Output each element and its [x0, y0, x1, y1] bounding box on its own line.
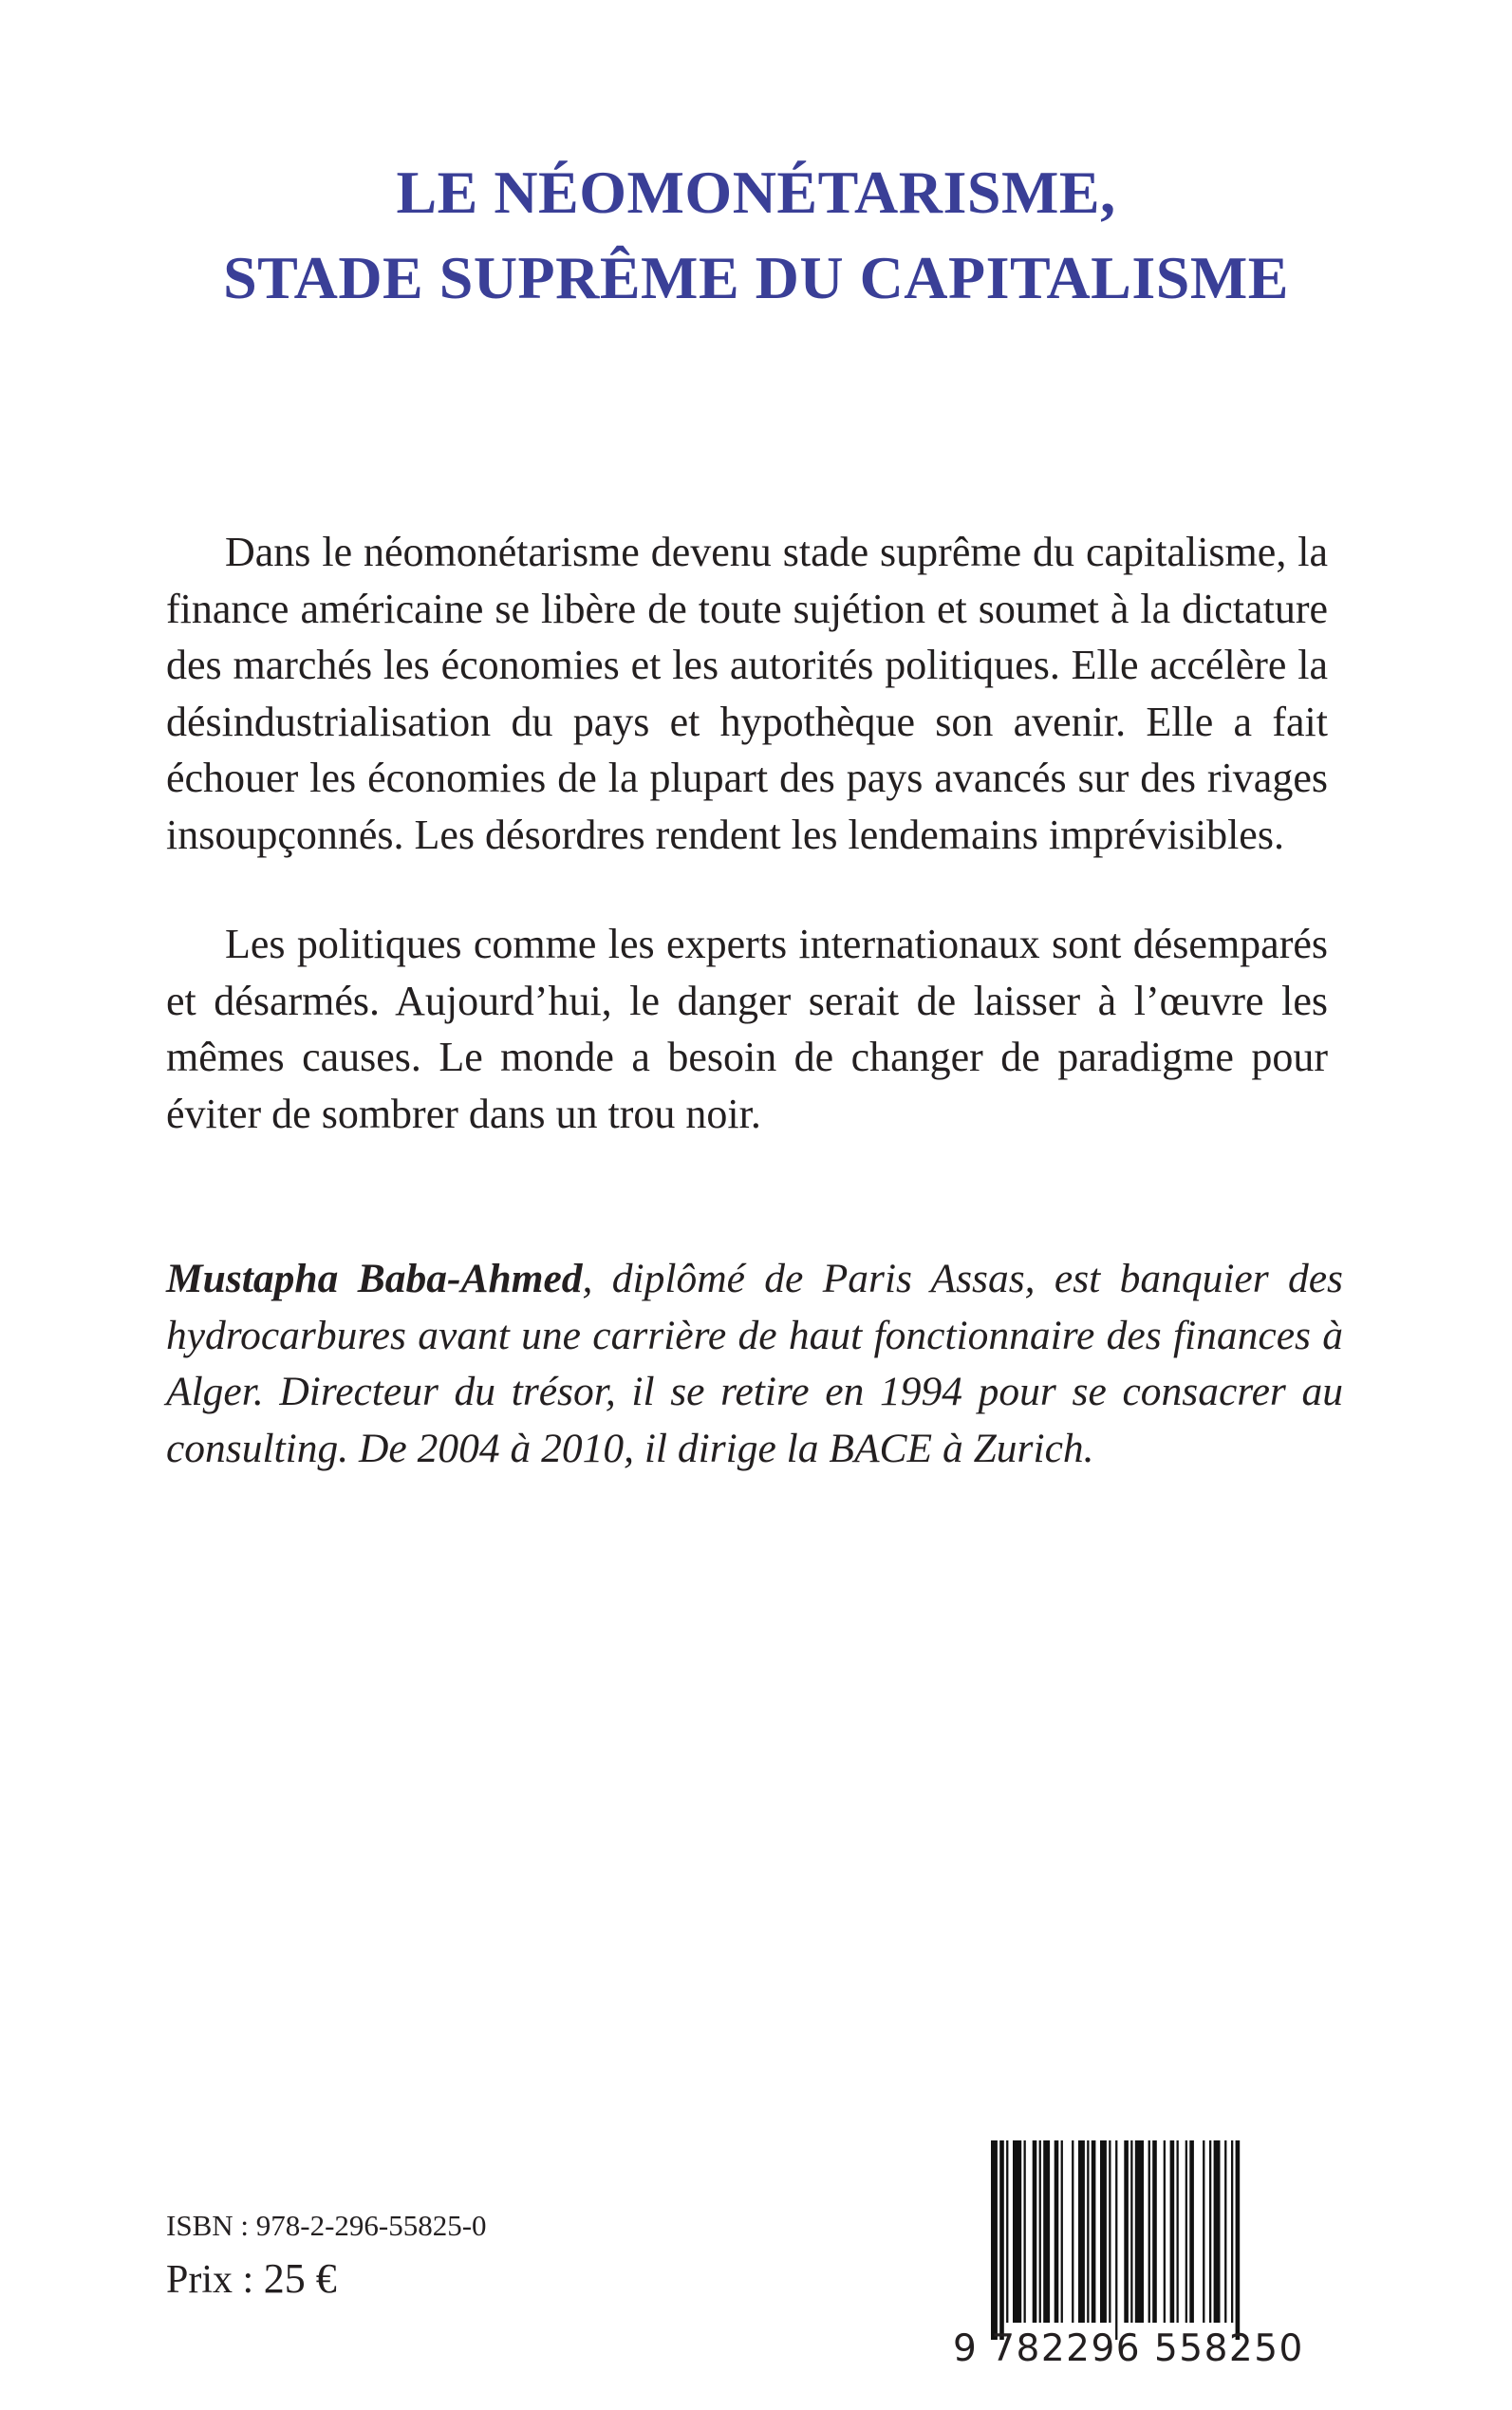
author-name: Mustapha Baba-Ahmed	[166, 1256, 583, 1301]
author-bio-text: , diplômé de Paris Assas, est banquier des hydrocarbures avant une carrière de haut fonctionnaire des finances à Alger. Directeur du trésor, il se retire en 1994 pour se consacrer au consulting. De 2004 à 2010, il dirige la BACE à Zurich.	[166, 1256, 1343, 1471]
barcode-digits: 9 782296 558250	[953, 2327, 1304, 2370]
book-title-line-2: STADE SUPRÊME DU CAPITALISME	[223, 244, 1289, 311]
blurb-paragraph-1: Dans le néomonétarisme devenu stade suprême du capitalisme, la finance américaine se libère de toute sujétion et soumet à la dictature des marchés les économies et les autorités politiques. Elle accélère la désindustrialisation du pays et hypothèque son avenir. Elle a fait échouer les économies de la plupart des pays avancés sur des rivages insoupçonnés. Les désordres rendent les lendemains imprévisibles.	[166, 529, 1328, 858]
price-label: Prix :	[166, 2258, 264, 2302]
book-title-line-1: LE NÉOMONÉTARISME,	[396, 159, 1116, 226]
blurb-paragraph-2: Les politiques comme les experts internationaux sont désemparés et désarmés. Aujourd’hui, le danger serait de laisser à l’œuvre les mêmes causes. Le monde a besoin de changer de paradigme pour éviter de sombrer dans un trou noir.	[166, 921, 1328, 1137]
barcode-icon	[987, 2140, 1329, 2349]
barcode-bars	[987, 2140, 1329, 2349]
isbn-label: ISBN : 978-2-296-55825-0	[166, 2209, 487, 2242]
author-bio	[166, 1251, 1343, 1477]
book-title	[0, 150, 1512, 321]
price-amount: 25 €	[263, 2255, 337, 2302]
price	[166, 2254, 337, 2303]
